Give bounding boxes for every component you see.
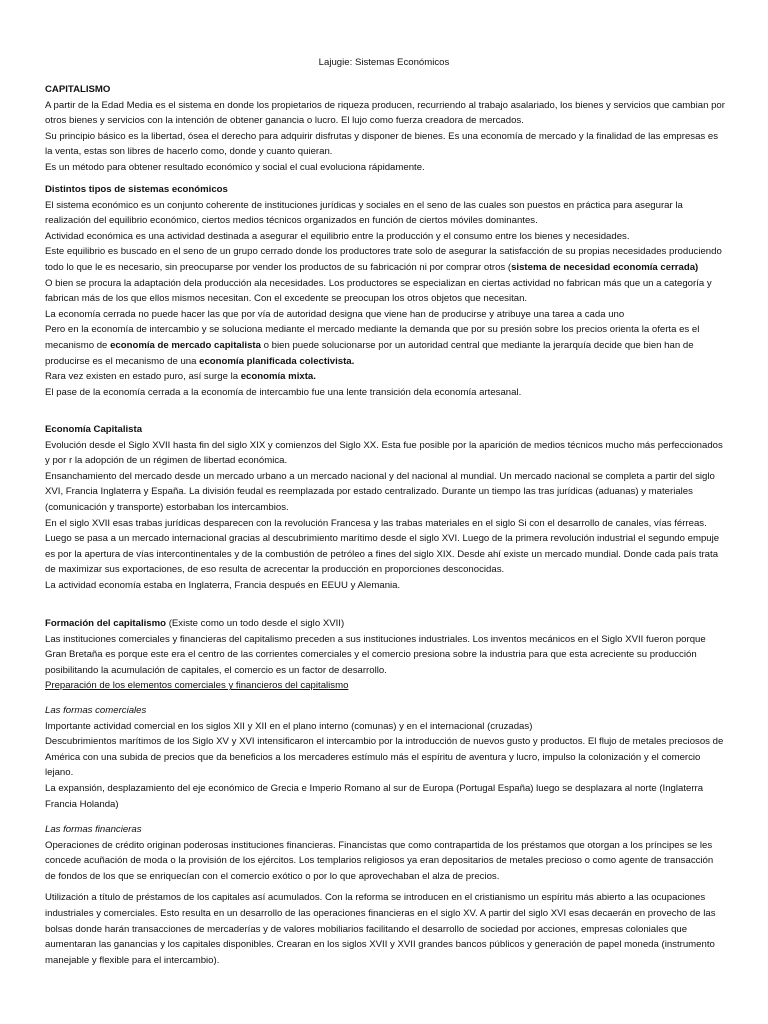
heading-capitalismo: CAPITALISMO [45, 84, 111, 95]
paragraph: La expansión, desplazamiento del eje económico de Grecia e Imperio Romano al sur de Europa (Portugal España) luego se desplazara al norte (Inglaterra Francia Holanda) [45, 782, 704, 810]
text-run: Pero en la economía de intercambio y se soluciona mediante el mercado mediante la demanda que por su presión sobre los precios orienta la oferta es el mecanismo de [45, 324, 700, 351]
heading-economia-capitalista: Economía Capitalista [45, 424, 143, 435]
heading-line [45, 616, 725, 632]
paragraph: El pase de la economía cerrada a la economía de intercambio fue una lente transición dela economía artesanal. [45, 386, 522, 398]
subheading-preparacion: Preparación de los elementos comerciales y financieros del capitalismo [45, 680, 349, 692]
section-economia-capitalista [45, 422, 725, 594]
section-tipos-sistemas [45, 182, 725, 400]
paragraph [45, 244, 725, 275]
paragraph: Operaciones de crédito originan poderosas instituciones financieras. Financistas que como contrapartida de los préstamos que otorgan a los príncipes se les concede acuñación de moda o la provisión de los ejércitos. Los templarios religiosos ya eran depositarios de metales precioso o como agente de transacción de fondos de los que se enriquecían con el comercio exótico o por lo que aprovechaban el alza de precios. [45, 839, 714, 882]
paragraph: A partir de la Edad Media es el sistema en donde los propietarios de riqueza producen, recurriendo al trabajo asalariado, los bienes y servicios que cambian por otros bienes y servicios con la intención de obtener ganancia o lucro. El lujo como fuerza creadora de mercados. [45, 99, 725, 127]
heading-note: (Existe como un todo desde el siglo XVII) [166, 618, 345, 629]
paragraph [45, 322, 725, 369]
paragraph: Luego se pasa a un mercado internacional gracias al descubrimiento marítimo desde el siglo XVI. Luego de la primera revolución industrial el segundo empuje es por la apertura de vías intercontinentales y de la combustión de petróleo a fines del siglo XIX. Desde ahí existe un mercado mundial. Donde cada país trata de maximizar sus exportaciones, de eso resulta de acrecentar la producción en proporciones desconocidas. [45, 533, 720, 576]
paragraph: Utilización a título de préstamos de los capitales así acumulados. Con la reforma se introducen en el cristianismo un espíritu más abierto a las ocupaciones industriales y comerciales. Esto resulta en un desarrollo de las operaciones financieras en el siglo XV. A partir del siglo XVI esas decaerán en provecho de las bolsas donde harán transacciones de mercaderías y de valores mobiliarios facilitando el desarrollo de sociedad por acciones, empresas coloniales que aumentaran las ganancias y los capitales disponibles. Crearan en los siglos XVII y XVII grandes bancos públicos y generación de papel moneda (instrumento manejable y flexible para el intercambio). [45, 892, 716, 966]
paragraph: Importante actividad comercial en los siglos XII y XII en el plano interno (comunas) y en el internacional (cruzadas) [45, 720, 533, 732]
heading-formacion: Formación del capitalismo [45, 618, 167, 629]
text-run: o bien puede solucionarse por un autoridad central que mediante la jerarquía decide que bien han de producirse es el mecanismo de una [45, 339, 694, 367]
section-formas-financieras [45, 822, 725, 968]
paragraph: La actividad economía estaba en Inglaterra, Francia después en EEUU y Alemania. [45, 579, 401, 591]
paragraph: Descubrimientos marítimos de los Siglo XV y XVI intensificaron el intercambio por la introducción de nuevos gusto y productos. El flujo de metales preciosos de América con una subida de precios que da beneficios a los mercaderes estímulo más el espíritu de aventura y lucro, impulso la colonización y el comercio lejano. [45, 736, 724, 779]
bold-run: economía planificada colectivista. [199, 355, 355, 367]
paragraph: Actividad económica es una actividad destinada a asegurar el equilibrio entre la producción y el consumo entre los bienes y necesidades. [45, 230, 630, 242]
bold-run: economía de mercado capitalista [110, 339, 261, 351]
paragraph: Las instituciones comerciales y financieras del capitalismo preceden a sus instituciones industriales. Los inventos mecánicos en el Siglo XVII fueron porque Gran Bretaña es porque este era el centro de las corrientes comerciales y el comercio presiona sobre la industria para que esta acreciente su producción posibilitando la acumulación de capitales, el comercio es un factor de desarrollo. [45, 633, 706, 676]
paragraph: La economía cerrada no puede hacer las que por vía de autoridad designa que viene han de producirse y atribuye una tarea a cada uno [45, 308, 625, 320]
paragraph: O bien se procura la adaptación dela producción ala necesidades. Los productores se especializan en ciertas actividad no fabrican más que un a categoría y fabrican más de los que ellos mismos necesitan. Con el excedente se preocupan los otros objetos que necesitan. [45, 277, 712, 305]
heading-formas-financieras: Las formas financieras [45, 824, 142, 835]
heading-tipos-sistemas: Distintos tipos de sistemas económicos [45, 184, 228, 195]
section-formas-comerciales [45, 703, 725, 812]
text-run: Rara vez existen en estado puro, así surge la [45, 371, 241, 383]
paragraph [45, 369, 725, 385]
paragraph: Es un método para obtener resultado económico y social el cual evoluciona rápidamente. [45, 161, 425, 173]
paragraph: Ensanchamiento del mercado desde un mercado urbano a un mercado nacional y del nacional al mundial. Un mercado nacional se completa a partir del siglo XVI, Francia Inglaterra y España. La división feudal es reemplazada por estado centralizado. Durante un tiempo las tras jurídicas (aduanas) y materiales (comunicación y transporte) estorbaban los intercambios. [45, 470, 715, 513]
bold-run: sistema de necesidad economía cerrada) [511, 261, 699, 273]
paragraph: Evolución desde el Siglo XVII hasta fin del siglo XIX y comienzos del Siglo XX. Esta fue posible por la aparición de medios técnicos mucho más perfeccionados y por r la adopción de un régimen de libertad económica. [45, 439, 723, 467]
paragraph: El sistema económico es un conjunto coherente de instituciones jurídicas y sociales en el seno de las cuales son puestos en práctica para asegurar la realización del equilibrio económico, ciertos medios técnicos organizados en función de ciertos móviles dominantes. [45, 199, 683, 227]
text-run: Este equilibrio es buscado en el seno de un grupo cerrado donde los productores trate solo de asegurar la satisfacción de su propias necesidades produciendo todo lo que le es necesario, sin preocuparse por vender los productos de su fabricación ni por comprar otros ( [45, 246, 722, 273]
document-title: Lajugie: Sistemas Económicos [318, 57, 450, 68]
section-formacion [45, 616, 725, 694]
section-capitalismo [45, 82, 725, 176]
bold-run: economía mixta. [240, 371, 316, 383]
paragraph: Su principio básico es la libertad, ósea el derecho para adquirir disfrutas y disponer de bienes. Es una economía de mercado y la finalidad de las empresas es la venta, estas son libres de hacerlo como, donde y cuanto quieran. [45, 130, 719, 158]
heading-formas-comerciales: Las formas comerciales [45, 705, 147, 716]
paragraph: En el siglo XVII esas trabas jurídicas desparecen con la revolución Francesa y las trabas materiales en el siglo Si con el desarrollo de canales, vías férreas. [45, 517, 707, 529]
